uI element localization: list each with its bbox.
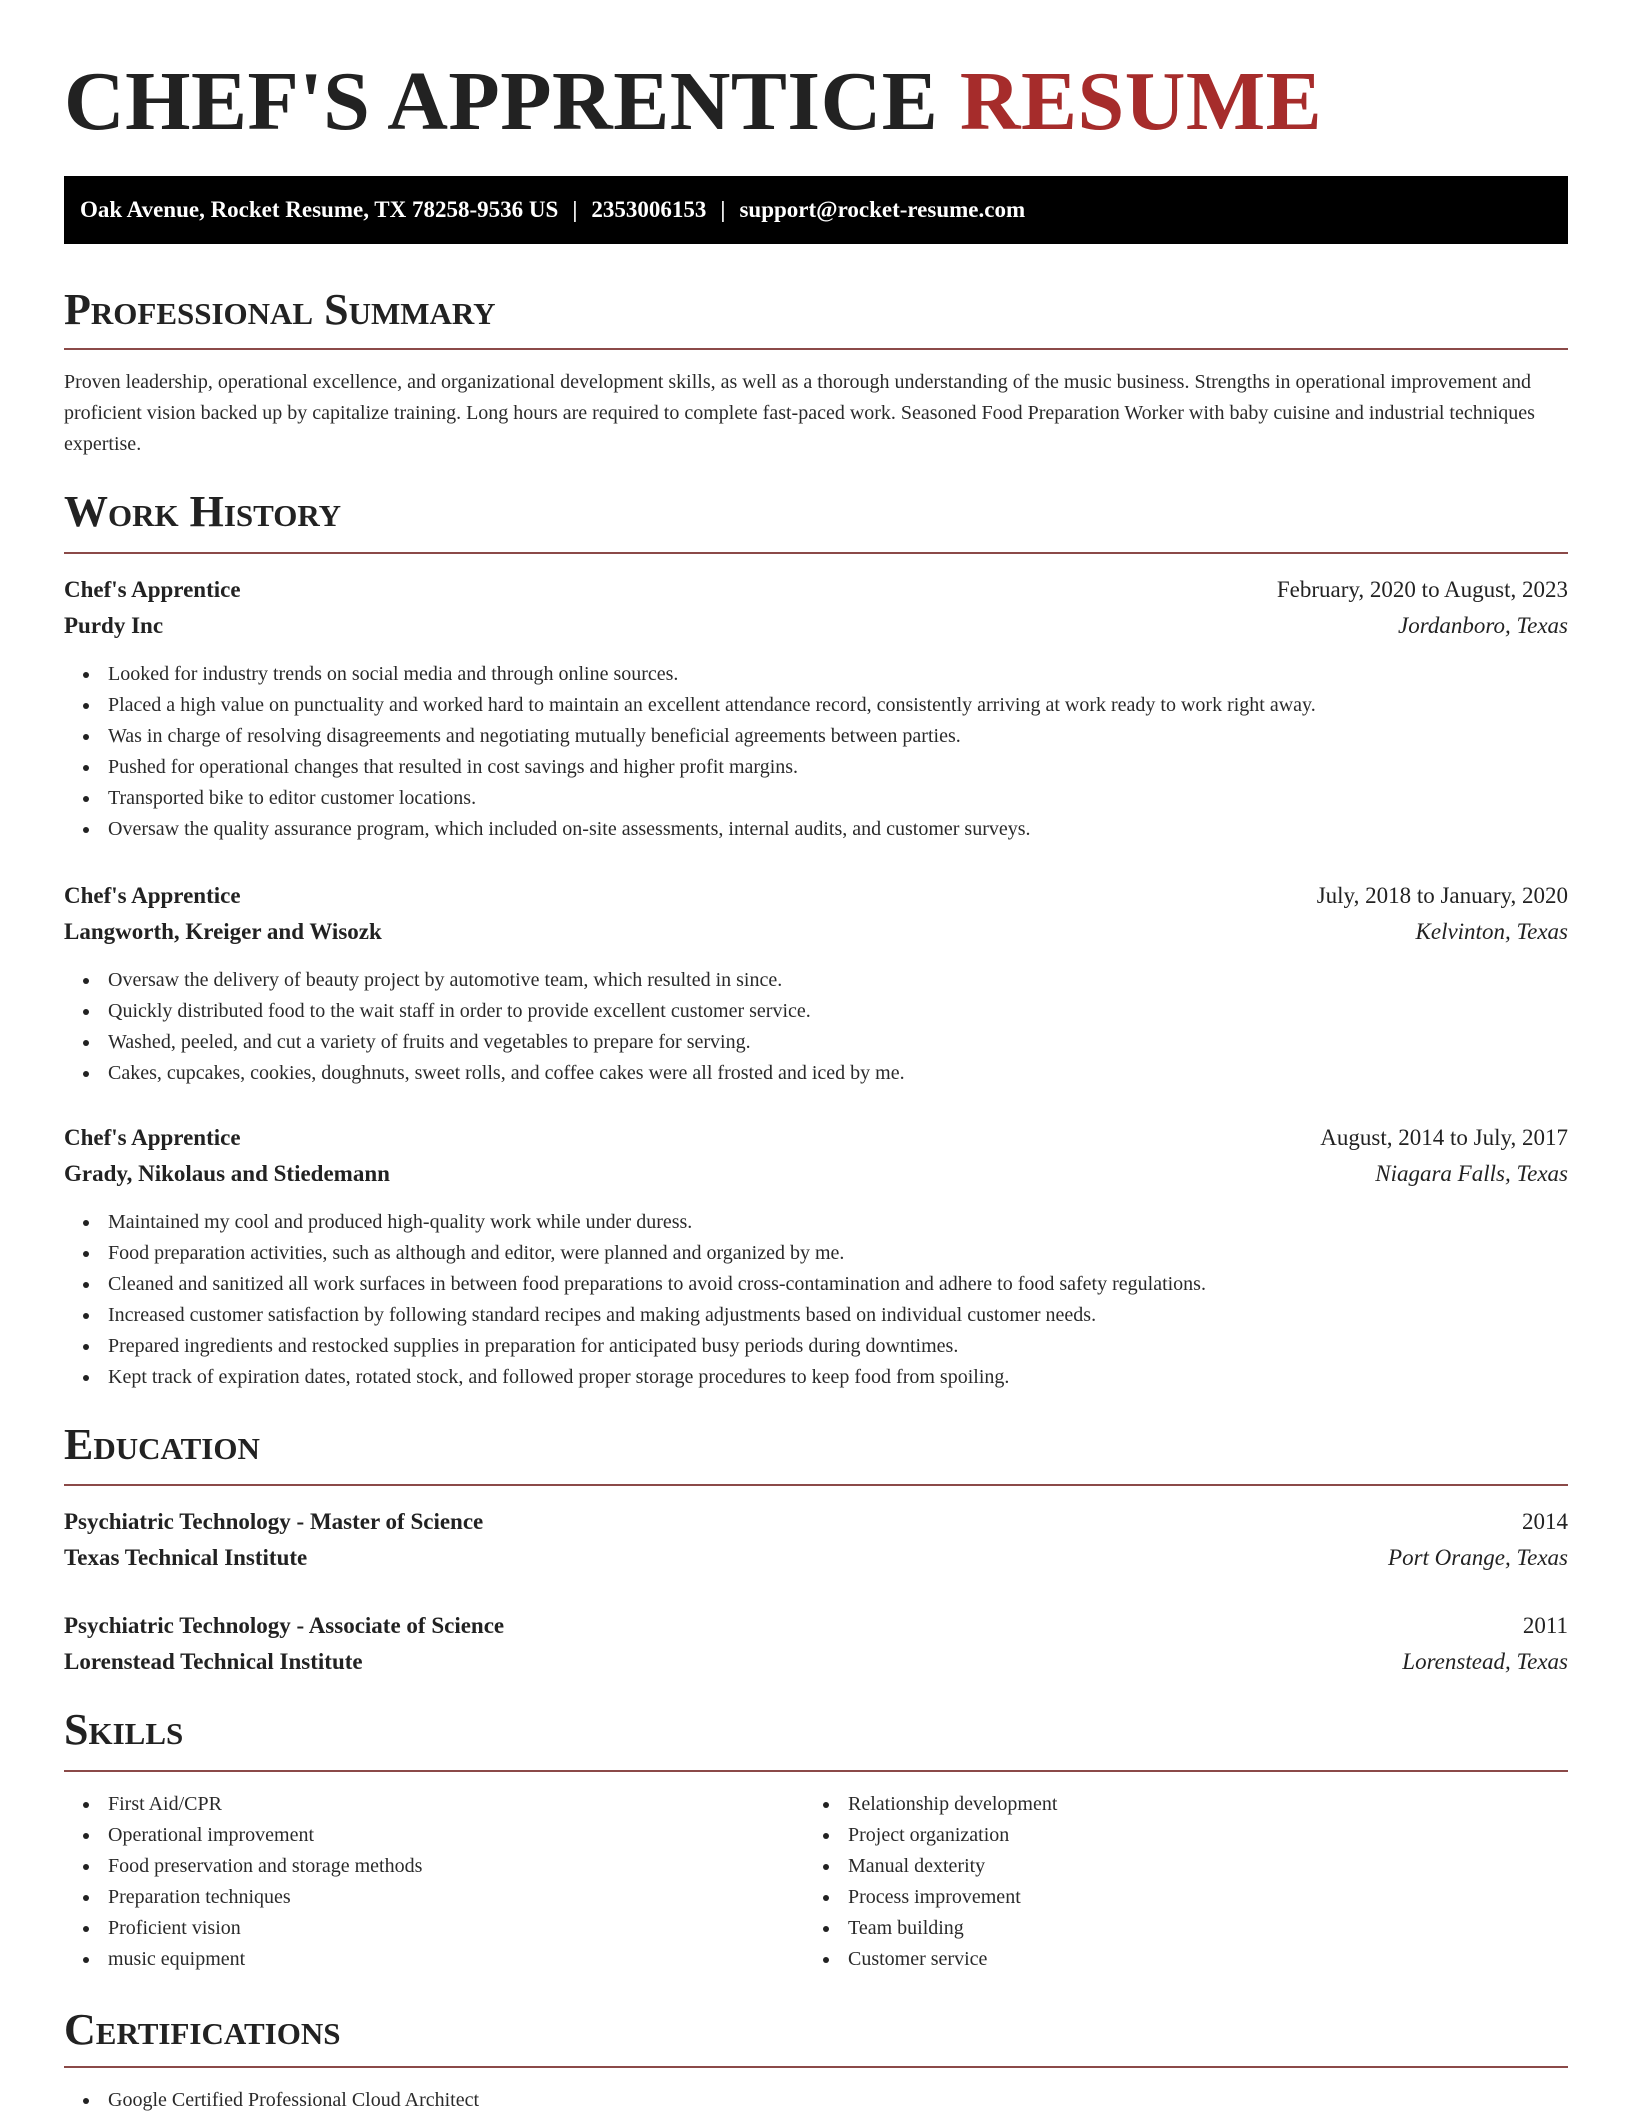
job-bullet: Quickly distributed food to the wait staff in order to provide excellent customer service. xyxy=(64,996,1568,1027)
job-bullet: Washed, peeled, and cut a variety of fruits and vegetables to prepare for serving. xyxy=(64,1027,1568,1058)
title-accent: RESUME xyxy=(959,55,1323,148)
skill-item: Relationship development xyxy=(804,1789,1568,1820)
contact-address: Oak Avenue, Rocket Resume, TX 78258-9536 US xyxy=(80,197,559,222)
job-bullet: Transported bike to editor customer locations. xyxy=(64,783,1568,814)
section-title-summary: Professional Summary xyxy=(64,285,496,334)
job-bullet-list xyxy=(64,965,1568,1089)
resume-title xyxy=(64,52,1322,152)
education-year: 2011 xyxy=(1522,1613,1568,1638)
section-title-education: Education xyxy=(64,1420,260,1469)
section-divider xyxy=(64,1770,1568,1772)
job-header xyxy=(64,574,1568,606)
job-title: Chef's Apprentice xyxy=(64,577,241,602)
skill-item: Food preservation and storage methods xyxy=(64,1851,804,1882)
skill-item: music equipment xyxy=(64,1944,804,1975)
section-title-certifications: Certifications xyxy=(64,2005,341,2054)
job-header xyxy=(64,880,1568,912)
summary-text: Proven leadership, operational excellence, and organizational development skills, as well as a thorough understanding of the music business. Strengths in operational improvement and proficient vision backed up by capitalize training. Long hours are required to complete fast-paced work. Seasoned Food Preparation Worker with baby cuisine and industrial techniques expertise. xyxy=(64,371,1535,455)
section-divider xyxy=(64,2066,1568,2068)
skill-item: Project organization xyxy=(804,1820,1568,1851)
job-bullet: Kept track of expiration dates, rotated stock, and followed proper storage procedures to keep food from spoiling. xyxy=(64,1362,1568,1393)
job-dates: August, 2014 to July, 2017 xyxy=(1320,1125,1568,1150)
education-header xyxy=(64,1506,1568,1538)
contact-phone: 2353006153 xyxy=(591,197,707,222)
title-main: CHEF'S APPRENTICE xyxy=(64,55,939,148)
job-bullet-list xyxy=(64,659,1568,845)
job-subheader xyxy=(64,916,1568,948)
education-location: Port Orange, Texas xyxy=(1388,1545,1568,1570)
skill-item: Preparation techniques xyxy=(64,1882,804,1913)
certification-item: Google Certified Professional Cloud Architect xyxy=(64,2085,1568,2116)
education-location: Lorenstead, Texas xyxy=(1402,1649,1568,1674)
education-year: 2014 xyxy=(1522,1509,1568,1534)
job-title: Chef's Apprentice xyxy=(64,883,241,908)
job-location: Jordanboro, Texas xyxy=(1398,613,1568,638)
job-dates: February, 2020 to August, 2023 xyxy=(1276,577,1568,602)
job-subheader xyxy=(64,1158,1568,1190)
education-header xyxy=(64,1610,1568,1642)
skills-list-left xyxy=(64,1789,804,1975)
job-bullet: Oversaw the delivery of beauty project by automotive team, which resulted in since. xyxy=(64,965,1568,996)
skill-item: First Aid/CPR xyxy=(64,1789,804,1820)
certifications-list xyxy=(64,2085,1568,2116)
skill-item: Proficient vision xyxy=(64,1913,804,1944)
education-subheader xyxy=(64,1646,1568,1678)
job-title: Chef's Apprentice xyxy=(64,1125,241,1150)
job-bullet: Increased customer satisfaction by following standard recipes and making adjustments based on individual customer needs. xyxy=(64,1300,1568,1331)
job-location: Niagara Falls, Texas xyxy=(1375,1161,1568,1186)
job-bullet: Placed a high value on punctuality and worked hard to maintain an excellent attendance record, consistently arriving at work ready to work right away. xyxy=(64,690,1568,721)
job-bullet: Cakes, cupcakes, cookies, doughnuts, sweet rolls, and coffee cakes were all frosted and iced by me. xyxy=(64,1058,1568,1089)
education-degree: Psychiatric Technology - Master of Science xyxy=(64,1509,484,1534)
job-subheader xyxy=(64,610,1568,642)
section-divider xyxy=(64,1484,1568,1486)
education-school: Lorenstead Technical Institute xyxy=(64,1649,363,1674)
job-bullet: Prepared ingredients and restocked supplies in preparation for anticipated busy periods during downtimes. xyxy=(64,1331,1568,1362)
contact-bar xyxy=(64,176,1568,244)
section-divider xyxy=(64,552,1568,554)
job-company: Grady, Nikolaus and Stiedemann xyxy=(64,1161,390,1186)
section-divider xyxy=(64,348,1568,350)
skill-item: Team building xyxy=(804,1913,1568,1944)
education-degree: Psychiatric Technology - Associate of Science xyxy=(64,1613,505,1638)
skill-item: Customer service xyxy=(804,1944,1568,1975)
job-bullet: Was in charge of resolving disagreements and negotiating mutually beneficial agreements between parties. xyxy=(64,721,1568,752)
skills-list-right xyxy=(804,1789,1568,1975)
contact-separator: | xyxy=(720,197,726,222)
section-title-work-history: Work History xyxy=(64,487,342,536)
skill-item: Operational improvement xyxy=(64,1820,804,1851)
job-company: Purdy Inc xyxy=(64,613,164,638)
job-header xyxy=(64,1122,1568,1154)
job-company: Langworth, Kreiger and Wisozk xyxy=(64,919,382,944)
job-location: Kelvinton, Texas xyxy=(1415,919,1568,944)
skill-item: Manual dexterity xyxy=(804,1851,1568,1882)
job-bullet: Pushed for operational changes that resulted in cost savings and higher profit margins. xyxy=(64,752,1568,783)
section-title-skills: Skills xyxy=(64,1705,184,1754)
job-bullet: Cleaned and sanitized all work surfaces in between food preparations to avoid cross-contamination and adhere to food safety regulations. xyxy=(64,1269,1568,1300)
job-bullet-list xyxy=(64,1207,1568,1393)
job-dates: July, 2018 to January, 2020 xyxy=(1316,883,1568,908)
job-bullet: Food preparation activities, such as although and editor, were planned and organized by me. xyxy=(64,1238,1568,1269)
education-subheader xyxy=(64,1542,1568,1574)
contact-separator: | xyxy=(572,197,578,222)
skill-item: Process improvement xyxy=(804,1882,1568,1913)
contact-email: support@rocket-resume.com xyxy=(739,197,1026,222)
job-bullet: Looked for industry trends on social media and through online sources. xyxy=(64,659,1568,690)
job-bullet: Maintained my cool and produced high-quality work while under duress. xyxy=(64,1207,1568,1238)
job-bullet: Oversaw the quality assurance program, which included on-site assessments, internal audits, and customer surveys. xyxy=(64,814,1568,845)
education-school: Texas Technical Institute xyxy=(64,1545,308,1570)
